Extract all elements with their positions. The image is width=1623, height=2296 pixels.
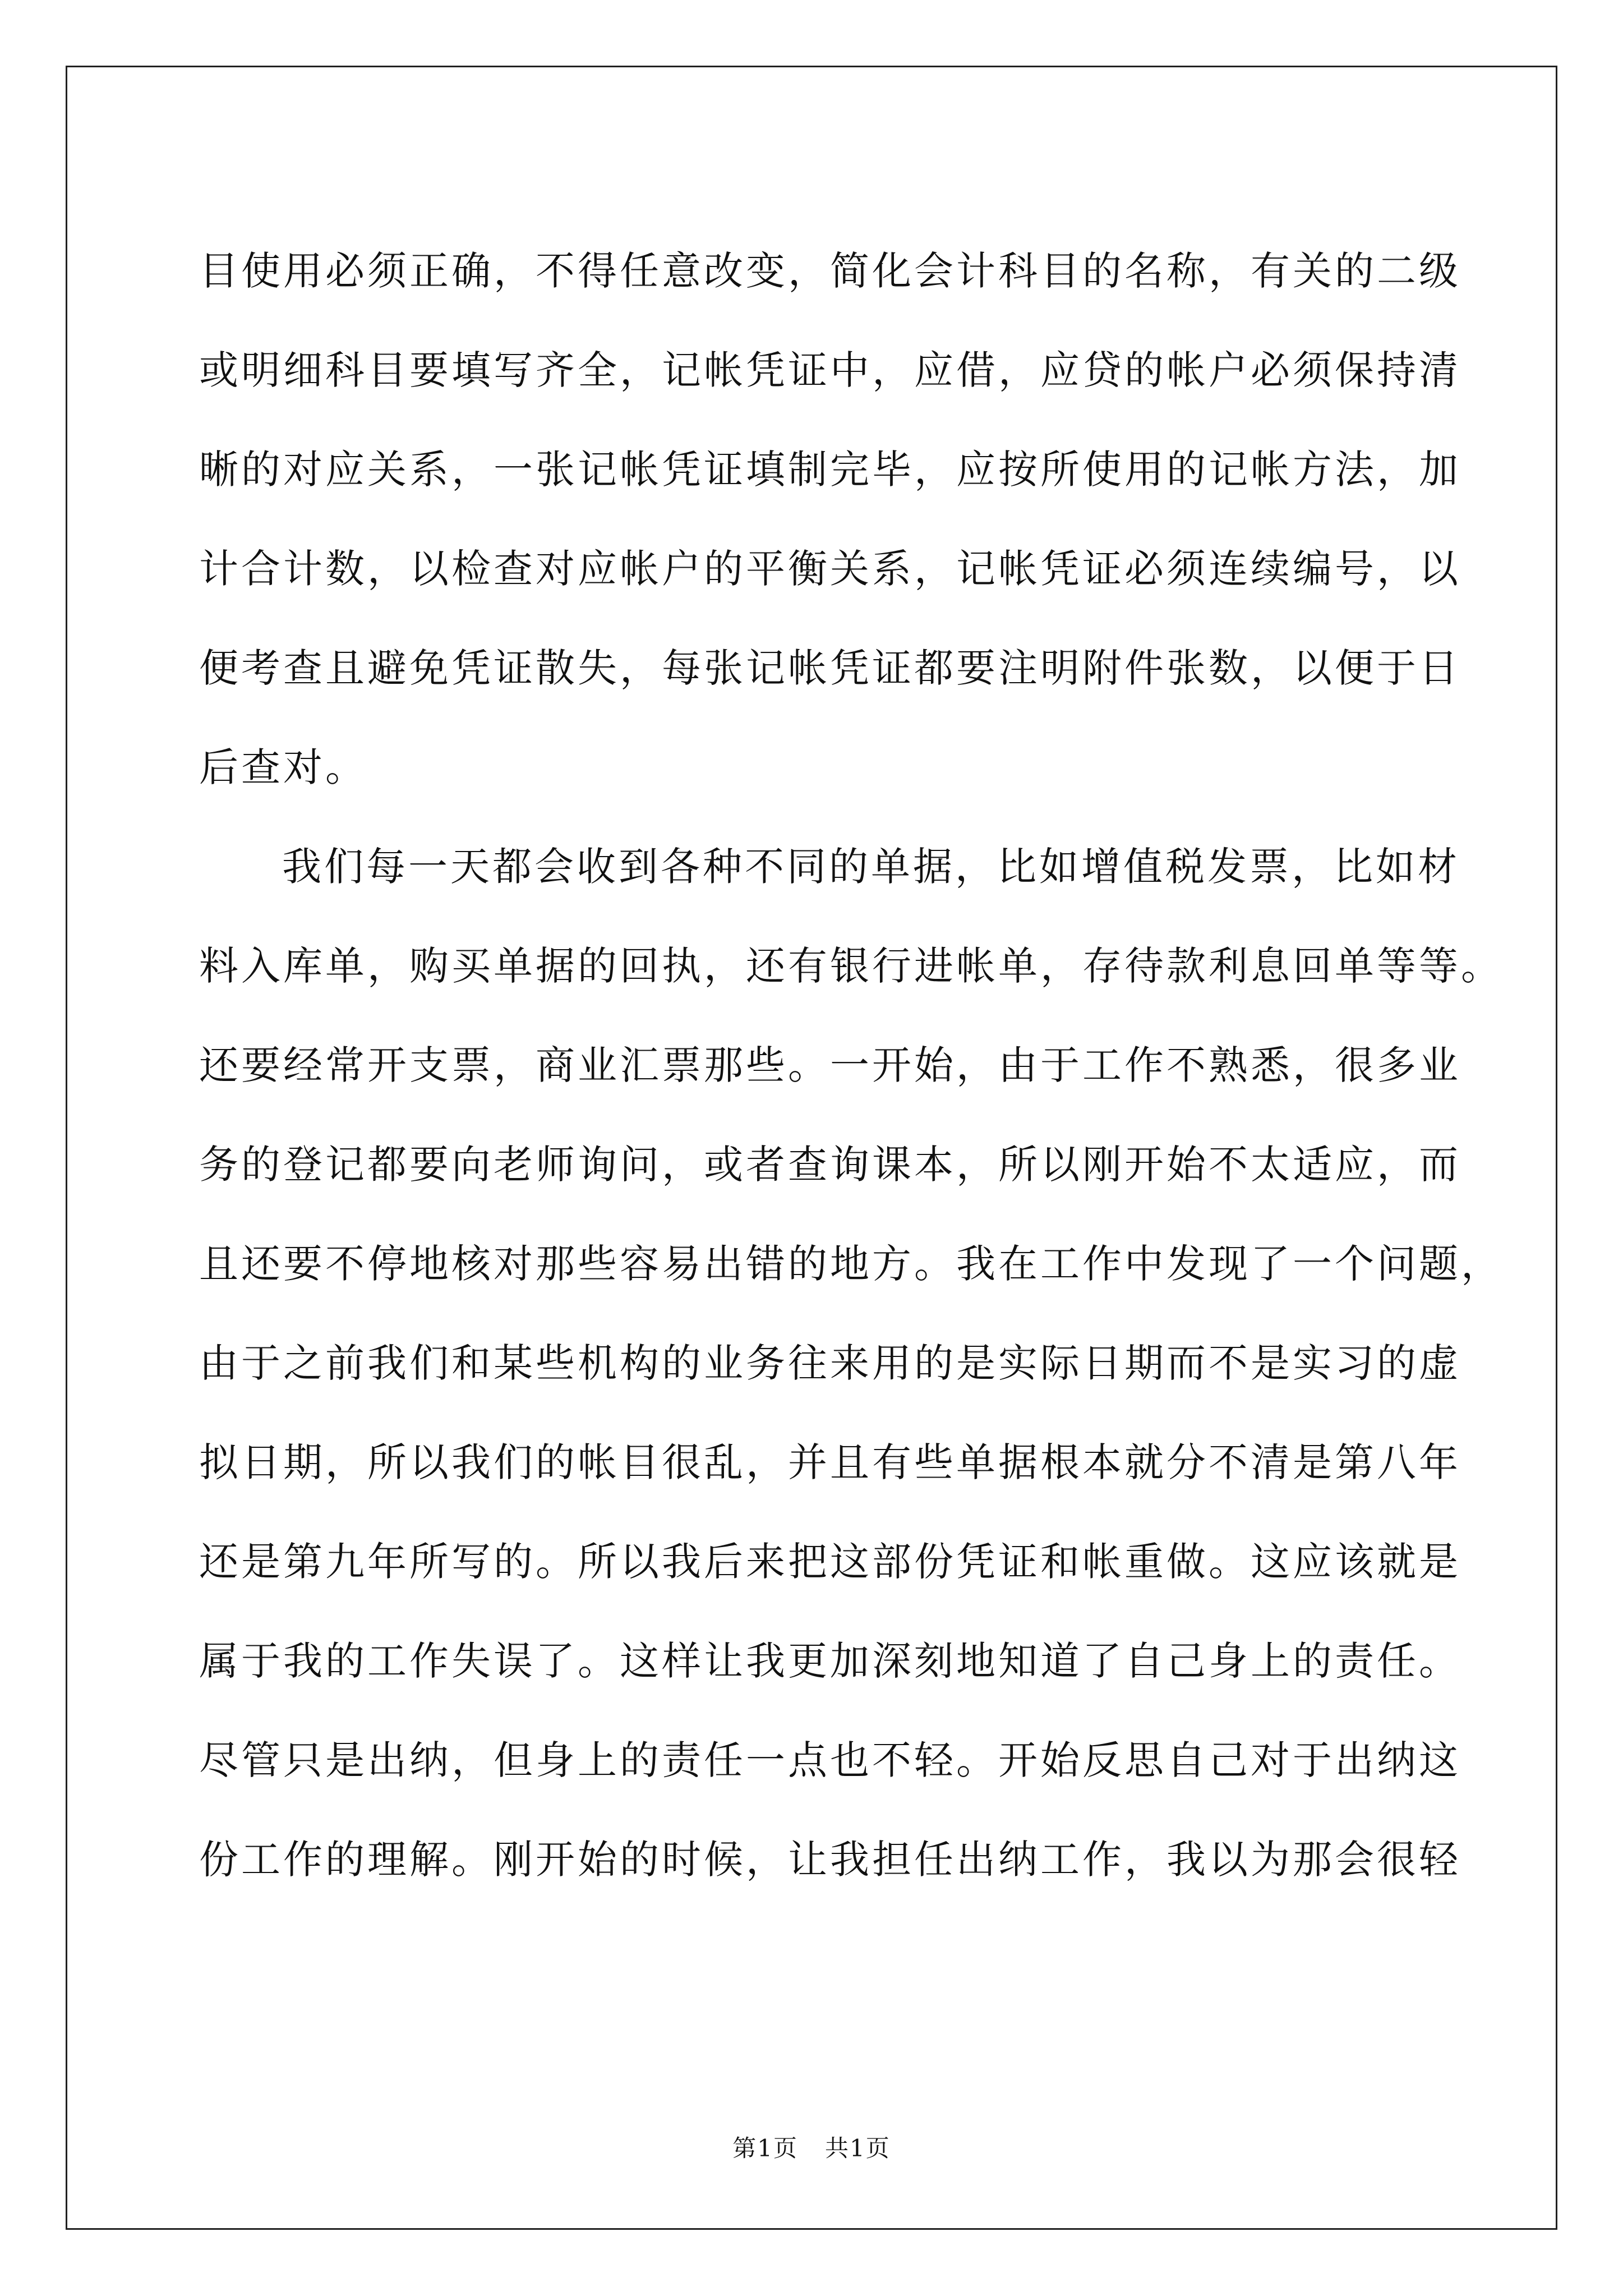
text-line: 且还要不停地核对那些容易出错的地方。我在工作中发现了一个问题， — [199, 1241, 1503, 1287]
paragraph-1 — [199, 222, 1461, 817]
text-line: 拟日期，所以我们的帐目很乱，并且有些单据根本就分不清是第八年 — [199, 1439, 1461, 1485]
text-line: 还是第九年所写的。所以我后来把这部份凭证和帐重做。这应该就是 — [199, 1539, 1461, 1585]
text-line: 我们每一天都会收到各种不同的单据，比如增值税发票，比如材 — [282, 844, 1460, 890]
text-line: 还要经常开支票，商业汇票那些。一开始，由于工作不熟悉，很多业 — [199, 1042, 1461, 1088]
text-line: 务的登记都要向老师询问，或者查询课本，所以刚开始不太适应，而 — [199, 1142, 1461, 1188]
page-number: 第1页 — [732, 2134, 798, 2162]
text-line: 尽管只是出纳，但身上的责任一点也不轻。开始反思自己对于出纳这 — [199, 1737, 1461, 1783]
text-line: 属于我的工作失误了。这样让我更加深刻地知道了自己身上的责任。 — [199, 1638, 1461, 1684]
text-line: 晰的对应关系，一张记帐凭证填制完毕，应按所使用的记帐方法，加 — [199, 447, 1461, 493]
text-line: 由于之前我们和某些机构的业务往来用的是实际日期而不是实习的虚 — [199, 1340, 1461, 1386]
paragraph-2 — [199, 817, 1503, 1910]
page-total: 共1页 — [825, 2134, 891, 2162]
text-line: 或明细科目要填写齐全，记帐凭证中，应借，应贷的帐户必须保持清 — [199, 347, 1461, 393]
text-line: 份工作的理解。刚开始的时候，让我担任出纳工作，我以为那会很轻 — [199, 1837, 1461, 1883]
text-line: 目使用必须正确，不得任意改变，简化会计科目的名称，有关的二级 — [199, 248, 1461, 294]
text-line: 料入库单，购买单据的回执，还有银行进帐单，存待款利息回单等等。 — [199, 943, 1503, 989]
text-line: 计合计数，以检查对应帐户的平衡关系，记帐凭证必须连续编号，以 — [199, 546, 1461, 592]
text-line: 后查对。 — [199, 744, 367, 790]
page-footer — [0, 2132, 1623, 2165]
text-line: 便考查且避免凭证散失，每张记帐凭证都要注明附件张数，以便于日 — [199, 645, 1461, 691]
document-body — [199, 222, 1503, 1910]
